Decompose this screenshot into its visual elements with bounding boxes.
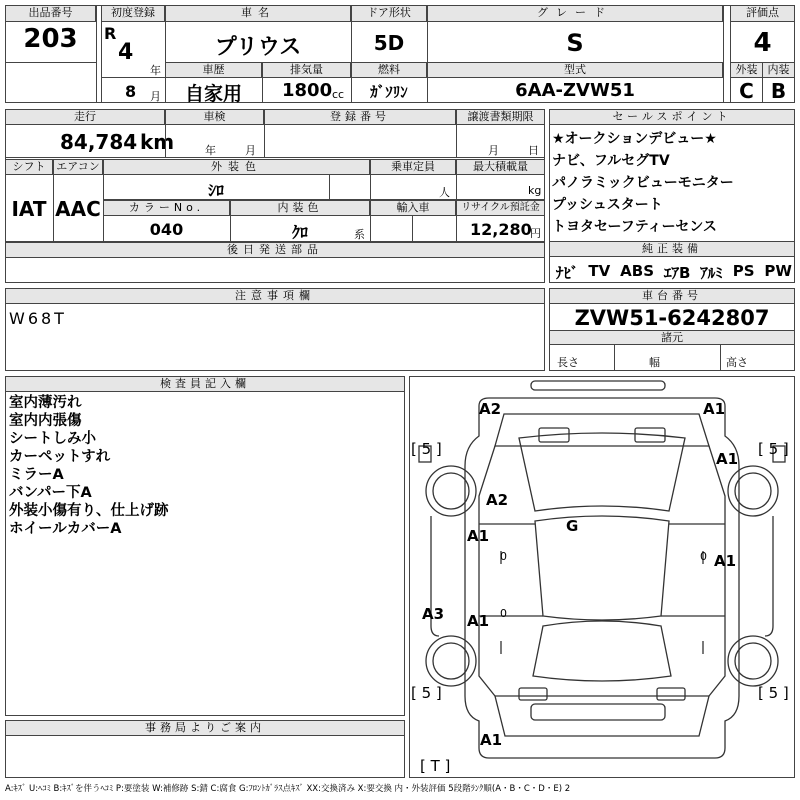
grade: S [566, 29, 584, 57]
model-label: 型式 [427, 62, 723, 78]
lot-no-label: 出品番号 [5, 5, 96, 22]
office-label: 事務局よりご案内 [5, 720, 405, 736]
tire-tread-lf: [ 5 ] [411, 440, 442, 458]
later-parts-label: 後日発送部品 [5, 242, 545, 258]
exterior-label: 外装 [730, 62, 763, 78]
history-label: 車歴 [165, 62, 262, 78]
damage-mark: A3 [422, 605, 445, 623]
inspector-item: ホイールカバーA [9, 521, 122, 537]
score-label: 評価点 [730, 5, 795, 22]
max-load-label: 最大積載量 [456, 159, 545, 175]
car-name-label: 車名 [165, 5, 351, 22]
equipment-list [556, 262, 792, 283]
color-no: 040 [149, 220, 184, 239]
damage-mark: A1 [716, 450, 739, 468]
model: 6AA-ZVW51 [515, 80, 635, 101]
spec-height: 高さ [726, 356, 748, 369]
legend: A:ｷｽﾞ U:ﾍｺﾐ B:ｷｽﾞを伴うﾍｺﾐ P:要塗装 W:補修跡 S:錆 C:腐食 G:ﾌﾛﾝﾄｶﾞﾗｽ点ｷｽﾞ XX:交換済み X:要交換 内・外装評価 5段階ﾗﾝｸ順(A・B・C・D・E) 2 [5, 784, 571, 794]
shift: IAT [11, 197, 47, 221]
recycle-label: リサイクル預託金 [456, 200, 545, 216]
inspector-item: 外装小傷有り、仕上げ跡 [9, 503, 169, 519]
exterior-grade: C [739, 79, 754, 103]
inspector-item: バンパー下A [9, 485, 92, 501]
mileage-label: 走行 [5, 109, 165, 125]
sales-point-item: ★オークションデビュー★ [552, 131, 717, 147]
sales-point-item: ナビ、フルセグTV [552, 153, 670, 169]
first-reg-label: 初度登録 [101, 5, 165, 22]
damage-mark: A1 [467, 612, 490, 630]
lot-no: 203 [23, 24, 78, 54]
color-no-label: カラーNo. [103, 200, 230, 216]
chassis-number: ZVW51-6242807 [574, 306, 770, 330]
equipment-item: ﾅﾋﾞ [556, 264, 579, 282]
mileage-unit: km [140, 130, 175, 154]
sales-point-item: プッシュスタート [552, 197, 663, 213]
zero-mark: 0 [500, 550, 507, 563]
spec-label: 諸元 [549, 330, 795, 345]
ext-color: ｼﾛ [207, 181, 224, 200]
interior-grade: B [770, 79, 787, 103]
equipment-item: PW [764, 262, 792, 280]
inspector-label: 検査員記入欄 [5, 376, 405, 392]
fuel: ｶﾞｿﾘﾝ [370, 83, 408, 101]
inspector-item: 室内内張傷 [9, 413, 82, 429]
notes-text: W68T [9, 309, 67, 328]
transfer-label: 譲渡書類期限 [456, 109, 545, 125]
damage-mark: A1 [467, 527, 490, 545]
inspector-item: 室内薄汚れ [9, 395, 82, 411]
ext-color-label: 外装色 [103, 159, 370, 175]
mileage: 84,784 [60, 130, 138, 154]
damage-mark: A1 [480, 731, 503, 749]
reg-year: 4 [118, 40, 134, 65]
zero-mark: 0 [700, 550, 707, 563]
int-color-unit: 系 [354, 228, 365, 241]
damage-mark: A2 [486, 491, 509, 509]
displacement-unit: cc [332, 88, 345, 101]
tire-tread-rf: [ 5 ] [758, 440, 789, 458]
chassis-label: 車台番号 [549, 288, 795, 304]
sales-point-item: トヨタセーフティーセンス [552, 219, 717, 235]
equipment-item: ｱﾙﾐ [700, 264, 723, 282]
shift-label: シフト [5, 159, 53, 175]
sales-point-item: パノラミックビューモニター [552, 175, 734, 191]
equipment-item: PS [732, 262, 755, 280]
ac: AAC [55, 197, 101, 221]
int-color: ｸﾛ [291, 223, 308, 242]
inspector-item: シートしみ小 [9, 431, 96, 447]
import-label: 輸入車 [370, 200, 456, 216]
door: 5D [373, 31, 405, 55]
tire-tread-lr: [ 5 ] [411, 684, 442, 702]
equipment-item: ABS [620, 262, 655, 280]
transfer-day: 日 [528, 144, 539, 157]
inspector-item: カーペットすれ [9, 449, 111, 465]
notes-label: 注意事項欄 [5, 288, 545, 304]
era: R [104, 24, 117, 43]
spare-tire: [ T ] [420, 757, 451, 775]
sales-points-list [552, 128, 734, 238]
max-load-unit: kg [528, 184, 542, 197]
reg-month: 8 [125, 82, 137, 101]
inspection-label: 車検 [165, 109, 264, 125]
capacity-label: 乗車定員 [370, 159, 456, 175]
recycle: 12,280 [470, 220, 532, 239]
equipment-item: ｴｱB [663, 264, 691, 282]
ac-label: エアコン [53, 159, 103, 175]
zero-mark: 0 [500, 607, 507, 620]
int-color-label: 内装色 [230, 200, 370, 216]
grade-label: グレード [427, 5, 723, 22]
history: 自家用 [184, 83, 242, 105]
fuel-label: 燃料 [351, 62, 427, 78]
year-unit: 年 [150, 64, 161, 77]
car-diagram [409, 376, 795, 778]
plate-label: 登録番号 [264, 109, 456, 125]
capacity-unit: 人 [439, 186, 450, 199]
inspector-item: ミラーA [9, 467, 64, 483]
month-unit: 月 [150, 90, 161, 103]
inspection-year: 年 [205, 144, 216, 157]
spec-length: 長さ [557, 356, 579, 369]
displacement-label: 排気量 [262, 62, 351, 78]
score: 4 [753, 28, 772, 58]
damage-mark: G [566, 517, 579, 535]
equipment-label: 純正装備 [549, 241, 795, 257]
inspector-list [9, 394, 169, 538]
interior-label: 内装 [762, 62, 795, 78]
sales-points-label: セールスポイント [549, 109, 795, 125]
car-name: プリウス [214, 35, 302, 60]
damage-mark: A1 [714, 552, 737, 570]
recycle-unit: 円 [530, 227, 541, 240]
displacement: 1800 [282, 80, 333, 101]
transfer-month: 月 [488, 144, 499, 157]
spec-width: 幅 [649, 356, 660, 369]
damage-mark: A2 [479, 400, 502, 418]
door-label: ドア形状 [351, 5, 427, 22]
damage-mark: A1 [703, 400, 726, 418]
equipment-item: TV [588, 262, 611, 280]
tire-tread-rr: [ 5 ] [758, 684, 789, 702]
inspection-month: 月 [245, 144, 256, 157]
